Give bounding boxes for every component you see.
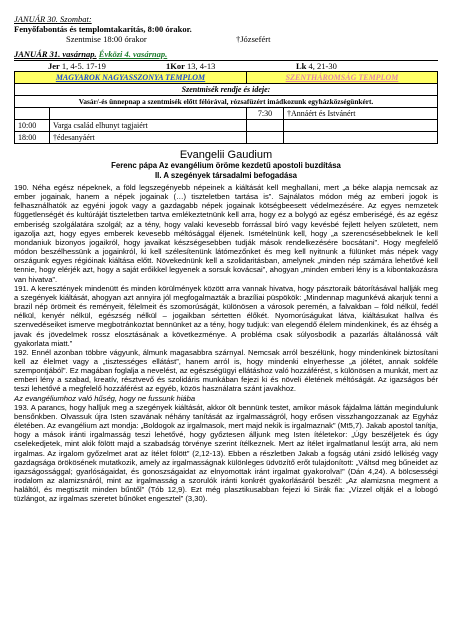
saturday-date: JANUÁR 30. Szombat:	[14, 14, 92, 24]
schedule-title: Szentmisék rendje és ideje:	[15, 84, 438, 96]
paragraph-190: 190. Néha egész népeknek, a föld legszegényebb népeinek a kiáltását kell meghallani, mert „a béke alapja nemcsak az ember jogainak, hanem a népek jogainak (…) tiszteletben tartása is”. Sajnálatos módon még az emberi jogok is felhasználhatók az egyéni jogok vagy a gazdagabb népek jogainak kötségbeesett védelmezésére. Az egyes nemzetek függetlenségét és kultúráját tiszteletben tartva emlékeztetnünk kell arra, hogy ez a bolygó az egész emberiségé, és az egész emberiség szolgálatára szolgál; az a tény, hogy valaki kevesebb forrással bíró vagy kevésbé fejlett helyen született, nem igazolja azt, hogy egyes emberek kevesebb méltósággal éljenek. Ismételnünk kell, hogy „a szerencsésebbeknek le kell mondaniuk bizonyos jogaikról, hogy javaikat készségesebben tudják mások rendelkezésére bocsátani”. Hogy megfelelő módon beszélhessünk a jogainkról, ki kell szélesítenünk látómezőnket és meg kell nyitnunk a fülünket más népek vagy országunk egyes régióinak kiáltása előtt. Növekednünk kell a szolidaritásban, amelynek „minden nép számára lehetővé kell tennie, hogy elérjék azt, hogy a saját erőikkel legyenek a sorsuk kovácsai”, ahogyan „minden emberi lény is a kibontakozásra van hivatva”.	[14, 183, 438, 284]
subheading: Az evangéliumhoz való hűség, hogy ne fussunk hiába	[14, 393, 196, 403]
sunday-week: Évközi 4. vasárnap.	[98, 49, 168, 59]
sunday-header	[14, 49, 438, 61]
bulletin-page	[14, 6, 438, 503]
time-cell	[15, 108, 50, 120]
church-left: MAGYAROK NAGYASSZONYA TEMPLOM	[15, 72, 247, 84]
reading-2: 13, 4-13	[187, 61, 216, 71]
saturday-event: Fenyőfabontás és templomtakarítás, 8:00 órakor.	[14, 24, 192, 34]
church-right: SZENTHÁROMSÁG TEMPLOM	[247, 72, 438, 84]
intent-cell	[284, 120, 438, 132]
intent-cell: †Annáért és Istvánért	[284, 108, 438, 120]
rosary-note: Vasár/-és ünnepnap a szentmisék előtt félórával, rózsafüzért imádkozunk egyházközségünkért.	[15, 96, 438, 108]
time-cell: 7:30	[247, 108, 284, 120]
paragraph-191: 191. A keresztények mindenütt és minden körülmények között arra vannak hivatva, hogy pásztoraik bátorításával hallják meg a szegények kiáltását, ahogyan azt annyira jól megfogalmazták a brazíliai püspökök: „Mindennap magunkévá akarjuk tenni a brazil nép örömeit és reményeit, félelmeit és szomorúságát, különösen a városok peremén, a falvakban – föld nélkül, fedél nélkül, kenyér nélkül, egészség nélkül – jogaikban sértetten élőkét. Nyomorúságukat látva, kiáltásukat hallva és szenvedéseiket ismerve megbotránkoztat bennünket az a tény, hogy tudjuk: van elegendő élelem mindenkinek, és az éhség a javak és jövedelmek rossz elosztásának a következménye. A probléma csak súlyosbodik a pazarlás általánossá vált gyakorlata miatt.”	[14, 283, 438, 348]
time-cell	[247, 120, 284, 132]
readings: Jer 1, 4-5. 17-19 1Kor 13, 4-13 Lk 4, 21-30	[48, 61, 337, 71]
paragraph-192: 192. Ennél azonban többre vágyunk, álmunk magasabbra szárnyal. Nemcsak arról beszélünk, hogy mindenkinek biztosítani kell az élelmet vagy a „tisztességes ellátást”, hanem arról is, hogy mindenki elnyerhesse „a jólétet, annak sokféle szempontjából”. Ez magában foglalja a nevelést, az egészségügyi ellátáshoz való hozzáférést, s különösen a munkát, mert az emberi lény a szabad, kreatív, résztvevő és szolidáris munkában fejezi ki és növeli életének méltóságát. Az igazságos bér teszi lehetővé a megfelelő hozzáférést az egyéb, közös használatra szánt javakhoz.	[14, 347, 438, 394]
document-title: Evangelii Gaudium	[179, 149, 273, 161]
reading-1: 1, 4-5. 17-19	[61, 61, 106, 71]
document-subtitle: Ferenc pápa Az evangélium öröme kezdetű apostoli buzdítása	[111, 161, 341, 170]
time-cell: 10:00	[15, 120, 50, 132]
reading-3: 4, 21-30	[308, 61, 337, 71]
time-cell	[247, 132, 284, 144]
intent-cell: Varga család elhunyt tagjaiért	[50, 120, 247, 132]
article-body	[14, 183, 438, 503]
paragraph-193: 193. A parancs, hogy halljuk meg a szegények kiáltását, akkor ölt bennünk testet, amikor mások fájdalma láttán megindulunk bensőnkben. Olvassuk újra Isten szavának néhány tanítását az irgalmasságról, hogy erősen visszhangozzanak az Egyház életében. Az evangélium azt mondja: „Boldogok az irgalmasok, mert majd nekik is irgalmaznak” (Mt5,7). Jakab apostol tanítja, hogy a mások iránti irgalmasság teszi lehetővé, hogy győztesen álljunk meg Isten ítéletekor: „Úgy beszéljetek és úgy cselekedjetek, mint akik fölött majd a szabadság törvénye szerint ítélkeznek. Mert az ítélet irgalmatlanul lesújt arra, aki nem irgalmas. Az irgalom győzelmet arat az ítélet fölött” (2,12-13). Ebben a részletben Jakab a fogság utáni zsidó lelkiség vagy gazdagsága örökösének mutatkozik, amely az irgalmasságnak különleges üdvözítő erőt tulajdonított: „Váltsd meg bűneidet az igazságossággal; gyarlóságaidat, és gonoszságaidat az elnyomottak iránt irgalmat gyakorolva!” (Dán 4,24). A bölcsességi irodalom az alamizsnáról, mint az irgalmasság a szorulók iránti konkrét gyakorlásáról beszél: „Az alamizsna megment a haláltól, és megtisztít minden bűntől” (Tób 12,9). Ezt még plasztikusabban fejezi ki Sirák fia: „Vízzel oltják el a lobogó tüzlángot, az irgalmas szeretet bűnöket engesztel” (3,30).	[14, 402, 438, 504]
sunday-date: JANUÁR 31. vasárnap.	[14, 49, 97, 59]
intent-cell	[284, 132, 438, 144]
intent-cell	[50, 108, 247, 120]
time-cell: 18:00	[15, 132, 50, 144]
mass-time: Szentmise 18:00 órakor	[66, 34, 147, 44]
section-heading: II. A szegények társadalmi befogadása	[155, 171, 297, 180]
mass-intent: †Józsefért	[236, 34, 271, 44]
mass-schedule-table	[14, 71, 438, 144]
saturday-mass	[14, 34, 438, 44]
intent-cell: †édesanyáért	[50, 132, 247, 144]
